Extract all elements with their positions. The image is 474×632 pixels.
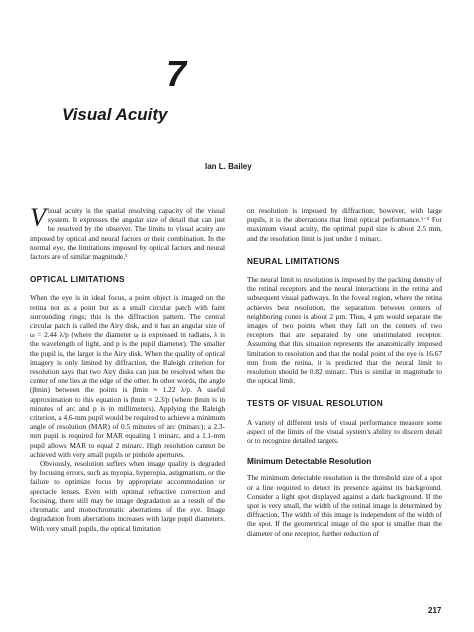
neural-limitations-heading: NEURAL LIMITATIONS xyxy=(247,256,340,266)
page-number: 217 xyxy=(428,606,442,615)
continuation-paragraph: on resolution is imposed by diffraction; however, with large pupils, it is the aberrations that limit optical performance.¹⁻³ For maximum visual acuity, the optimal pupil size is about 2.5 mm, and the resolution limit is just under 1 minarc. xyxy=(247,206,442,243)
minimum-detectable-resolution-heading: Minimum Detectable Resolution xyxy=(247,457,372,467)
optical-paragraph-2: Obviously, resolution suffers when image quality is degraded by focusing errors, such as myopia, hyperopia, astigmatism, or the failure to optimize focus by appropriate accommodation or spectacle lenses. Even with optimal refractive correction and focusing, there still may be image degradation as a result of the chromatic and monochromatic aberrations of the eye. Image degradation from aberrations increases with large pupil diameters. With very small pupils, the optical limitation xyxy=(30,459,225,533)
author-name: Ian L. Bailey xyxy=(205,162,252,171)
intro-text: isual acuity is the spatial resolving capacity of the visual system. It expresses the angular size of detail that can just be resolved by the observer. The limits to visual acuity are imposed by optical and neural factors or their combination. In the normal eye, the limitations imposed by optical factors and neural factors are of similar magnitude.¹ xyxy=(30,206,225,262)
neural-paragraph: The neural limit to resolution is imposed by the packing density of the retinal receptors and the neural interactions in the retina and subsequent visual pathways. In the foveal region, where the retina achieves best resolution, the separation between centers of neighboring cones is about 2 µm. Thus, 4 µm would separate the images of two points when they fall on the centers of two receptors that are separated by one unstimulated receptor. Assuming that this situation represents the anatomically imposed limitation to resolution and that the nodal point of the eye is 16.67 mm from the retina, it is predicted that the neural limit to resolution should be 0.82 minarc. This is similar in magnitude to the optical limit. xyxy=(247,275,442,386)
optical-limitations-heading: OPTICAL LIMITATIONS xyxy=(30,275,125,285)
chapter-number: 7 xyxy=(166,53,187,94)
tests-paragraph: A variety of different tests of visual performance measure some aspect of the limits of the visual system's ability to discern detail or to recognize detailed targets. xyxy=(247,417,442,446)
chapter-title: Visual Acuity xyxy=(62,105,168,124)
right-column xyxy=(247,206,442,538)
intro-paragraph xyxy=(30,203,225,262)
drop-cap: V xyxy=(30,203,46,232)
left-column xyxy=(30,203,225,533)
mdr-paragraph: The minimum detectable resolution is the threshold size of a spot or a line required to detect its presence against its background. Consider a light spot displayed against a dark background. If the spot is very small, the width of the retinal image is determined by diffraction. The width of this image is independent of the width of the spot. If the geometrical image of the spot is smaller than the diameter of one receptor, further reduction of xyxy=(247,473,442,538)
tests-heading: TESTS OF VISUAL RESOLUTION xyxy=(247,399,383,409)
optical-paragraph-1: When the eye is in ideal focus, a point object is imaged on the retina not as a point but as a small circular patch with faint surrounding rings; this is the diffraction pattern. The central circular patch is called the Airy disk, and it has an angular size of ω = 2.44 λ/p (where the diameter ω is expressed in radians, λ is the wavelength of light, and p is the pupil diameter). The smaller the pupil is, the larger is the Airy disk. When the quality of optical imagery is only limited by diffraction, the Raleigh criterion for resolution says that two Airy disks can just be resolved when the center of one lies at the edge of the other. In other words, the angle (βmin) between the points is βmin ≈ 1.22 λ/p. A useful approximation to this equation is βmin ≈ 2.3/p (where βmin is in minutes of arc and p is in millimeters). Applying the Raleigh criterion, a 4.6-mm pupil would be required to achieve a minimum angle of resolution (MAR) of 0.5 minutes of arc (minarc); a 2.3-mm pupil is required for MAR equaling 1 minarc, and a 1.1-mm pupil allows MAR to equal 2 minarc. High resolution cannot be achieved with very small pupils or pinhole apertures. xyxy=(30,293,225,459)
